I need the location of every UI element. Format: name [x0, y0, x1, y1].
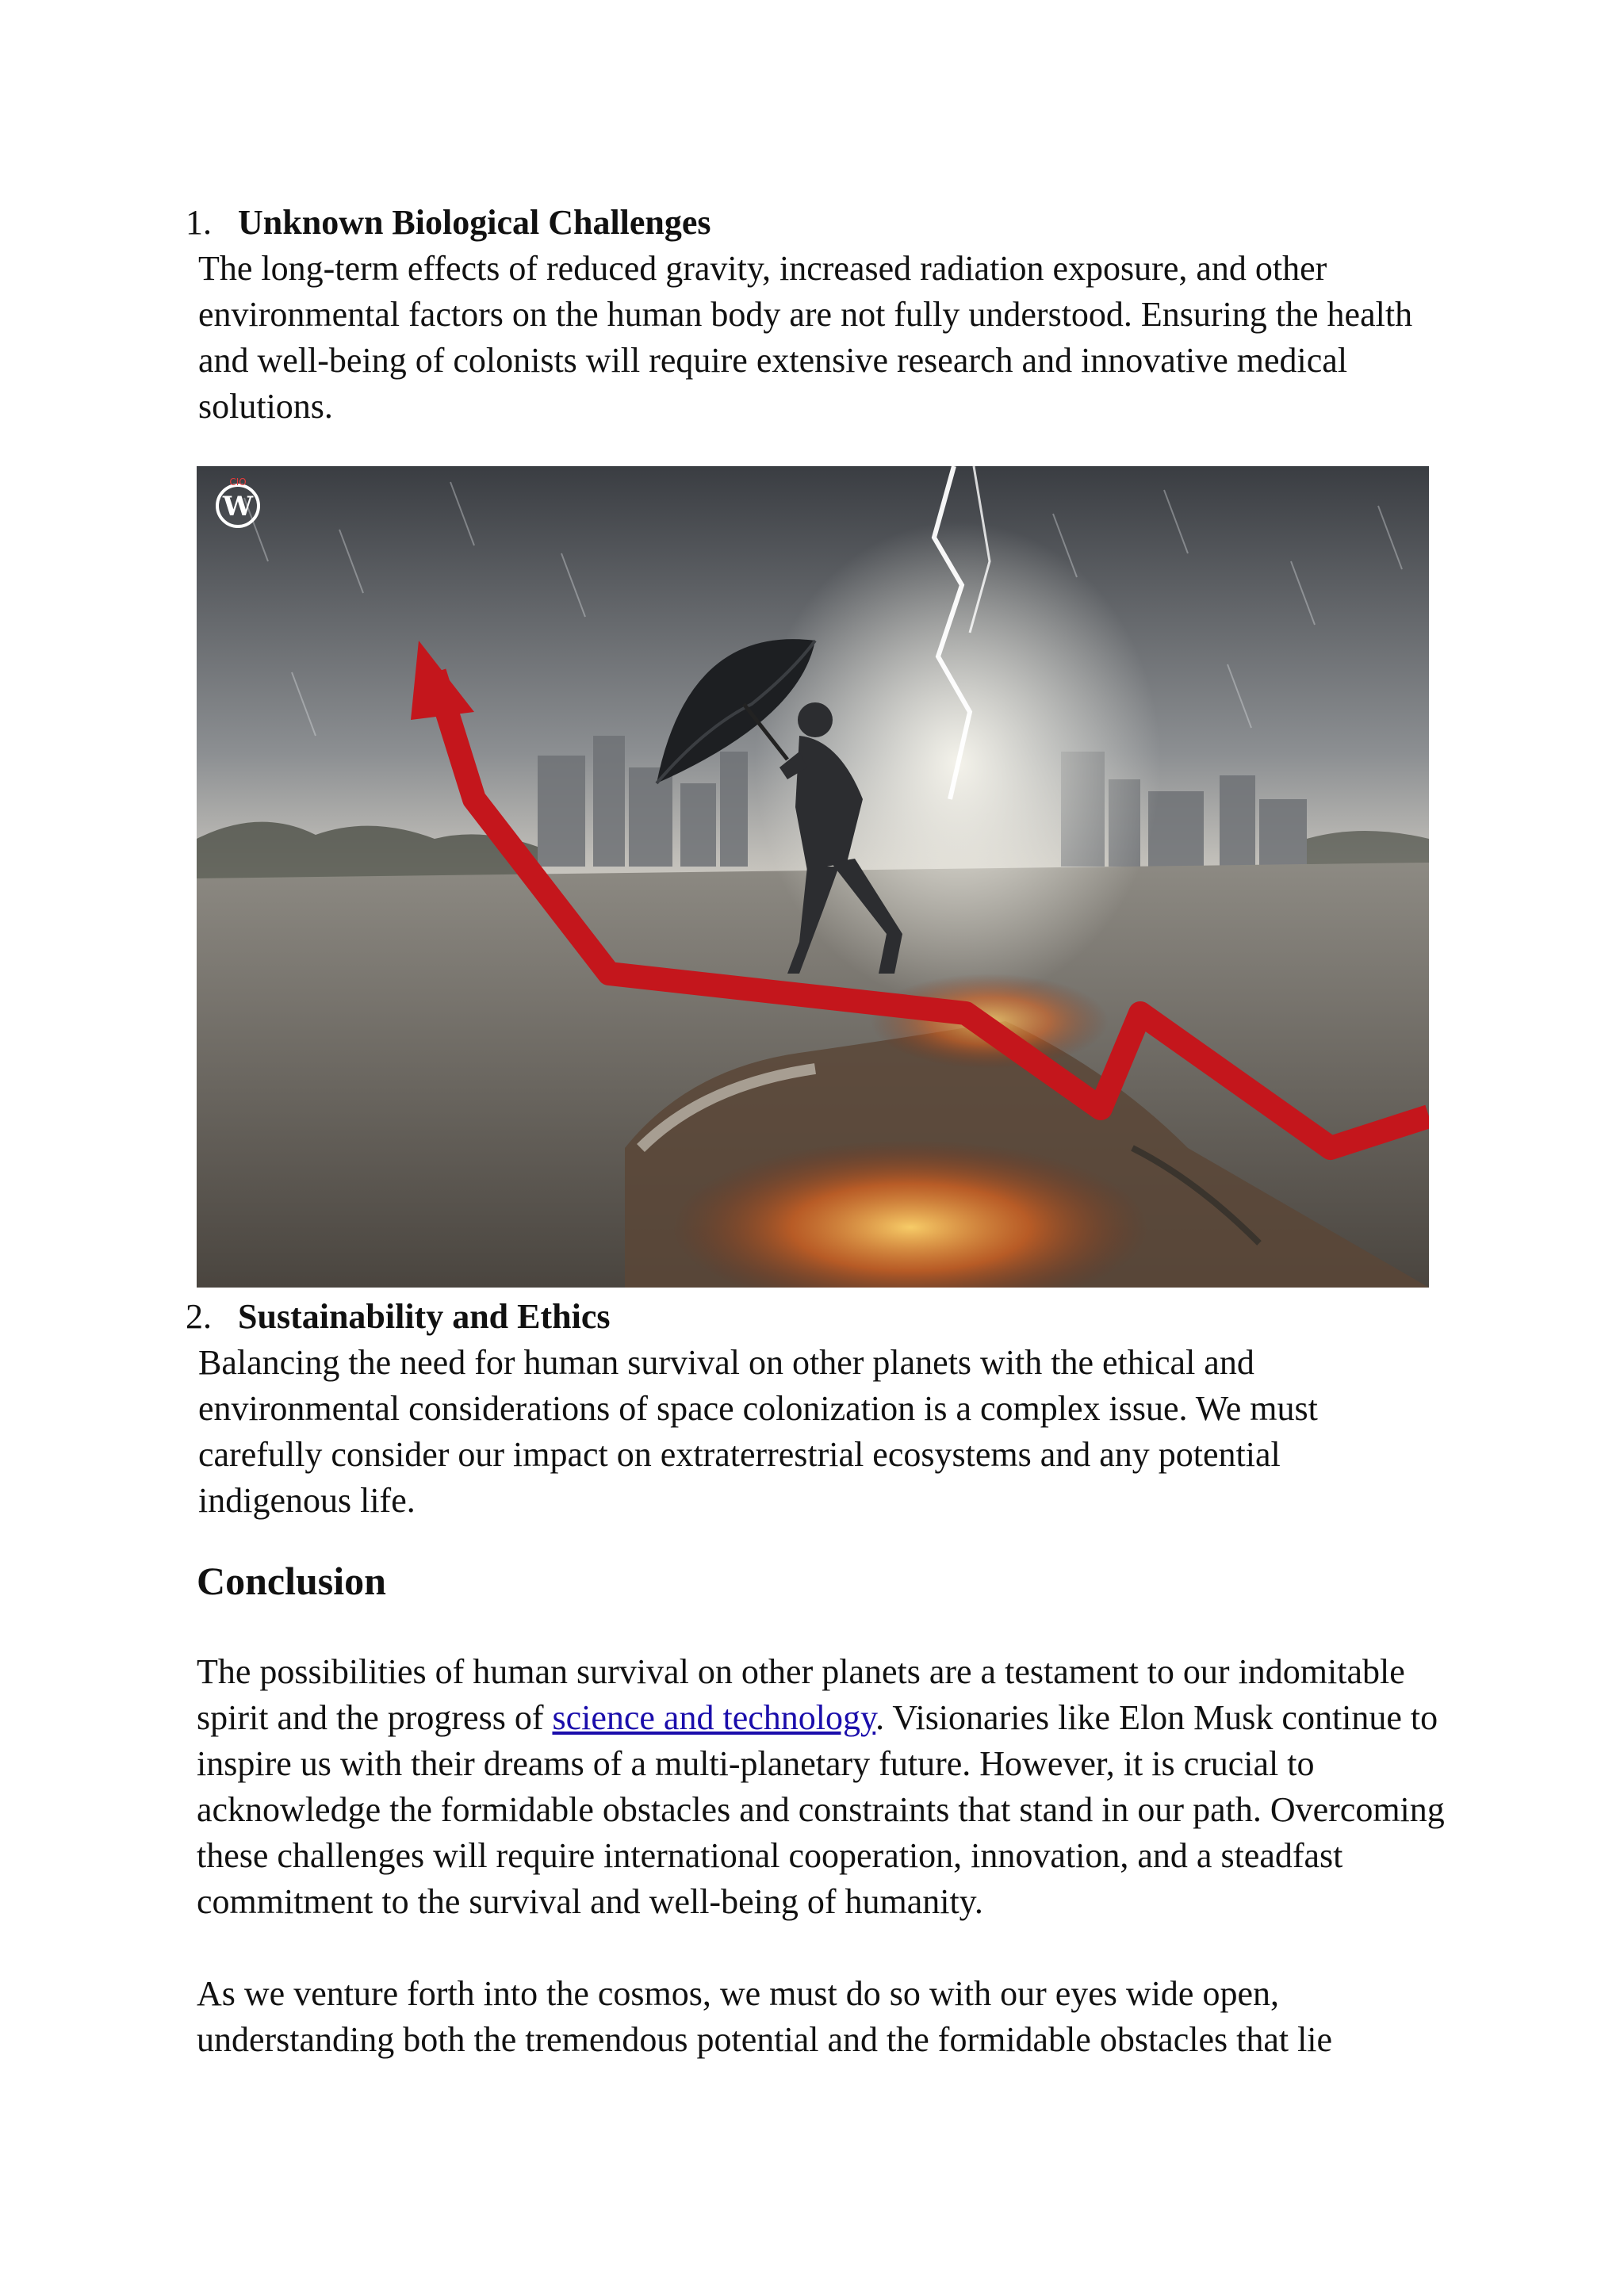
list-item-header: [186, 1294, 1438, 1340]
paragraph-text: . Visionaries like Elon Musk continue to inspire us with their dreams of a multi-planetary future. However, it is crucial to acknowledge the formidable obstacles and constraints that stand in our path. Overcoming these challenges will require international cooperation, innovation, and a steadfast commitment to the survival and well-being of humanity.: [197, 1698, 1445, 1921]
list-item-title: Sustainability and Ethics: [238, 1297, 611, 1336]
illustration-svg: [197, 466, 1429, 1288]
list-item-header: [186, 200, 1438, 246]
paragraph-text: The possibilities of human survival on other planets are a testament to our indomitable spirit and the progress of: [197, 1652, 1405, 1737]
science-technology-link[interactable]: science and technology: [552, 1698, 876, 1737]
conclusion-paragraph-2: As we venture forth into the cosmos, we must do so with our eyes wide open, understanding both the tremendous potential and the formidable obstacles that lie: [197, 1974, 1333, 2059]
list-item-body: Balancing the need for human survival on other planets with the ethical and environmental considerations of space colonization is a complex issue. We must carefully consider our impact on extraterrestrial ecosystems and any potential indigenous life.: [198, 1343, 1318, 1520]
list-item-biological-challenges: [186, 200, 1438, 430]
list-number: 1.: [186, 203, 212, 242]
storm-illustration-image: [197, 466, 1429, 1288]
conclusion-heading: Conclusion: [197, 1559, 386, 1603]
list-item-body: The long-term effects of reduced gravity, increased radiation exposure, and other environmental factors on the human body are not fully understood. Ensuring the health and well-being of colonists will require extensive research and innovative medical solutions.: [198, 249, 1413, 426]
list-item-sustainability: [186, 1294, 1438, 1524]
list-number: 2.: [186, 1297, 212, 1336]
logo-text: W: [222, 491, 254, 522]
logo-small-text: CIO: [229, 476, 247, 488]
list-item-title: Unknown Biological Challenges: [238, 203, 711, 242]
conclusion-paragraph-1: [197, 1649, 1450, 1925]
